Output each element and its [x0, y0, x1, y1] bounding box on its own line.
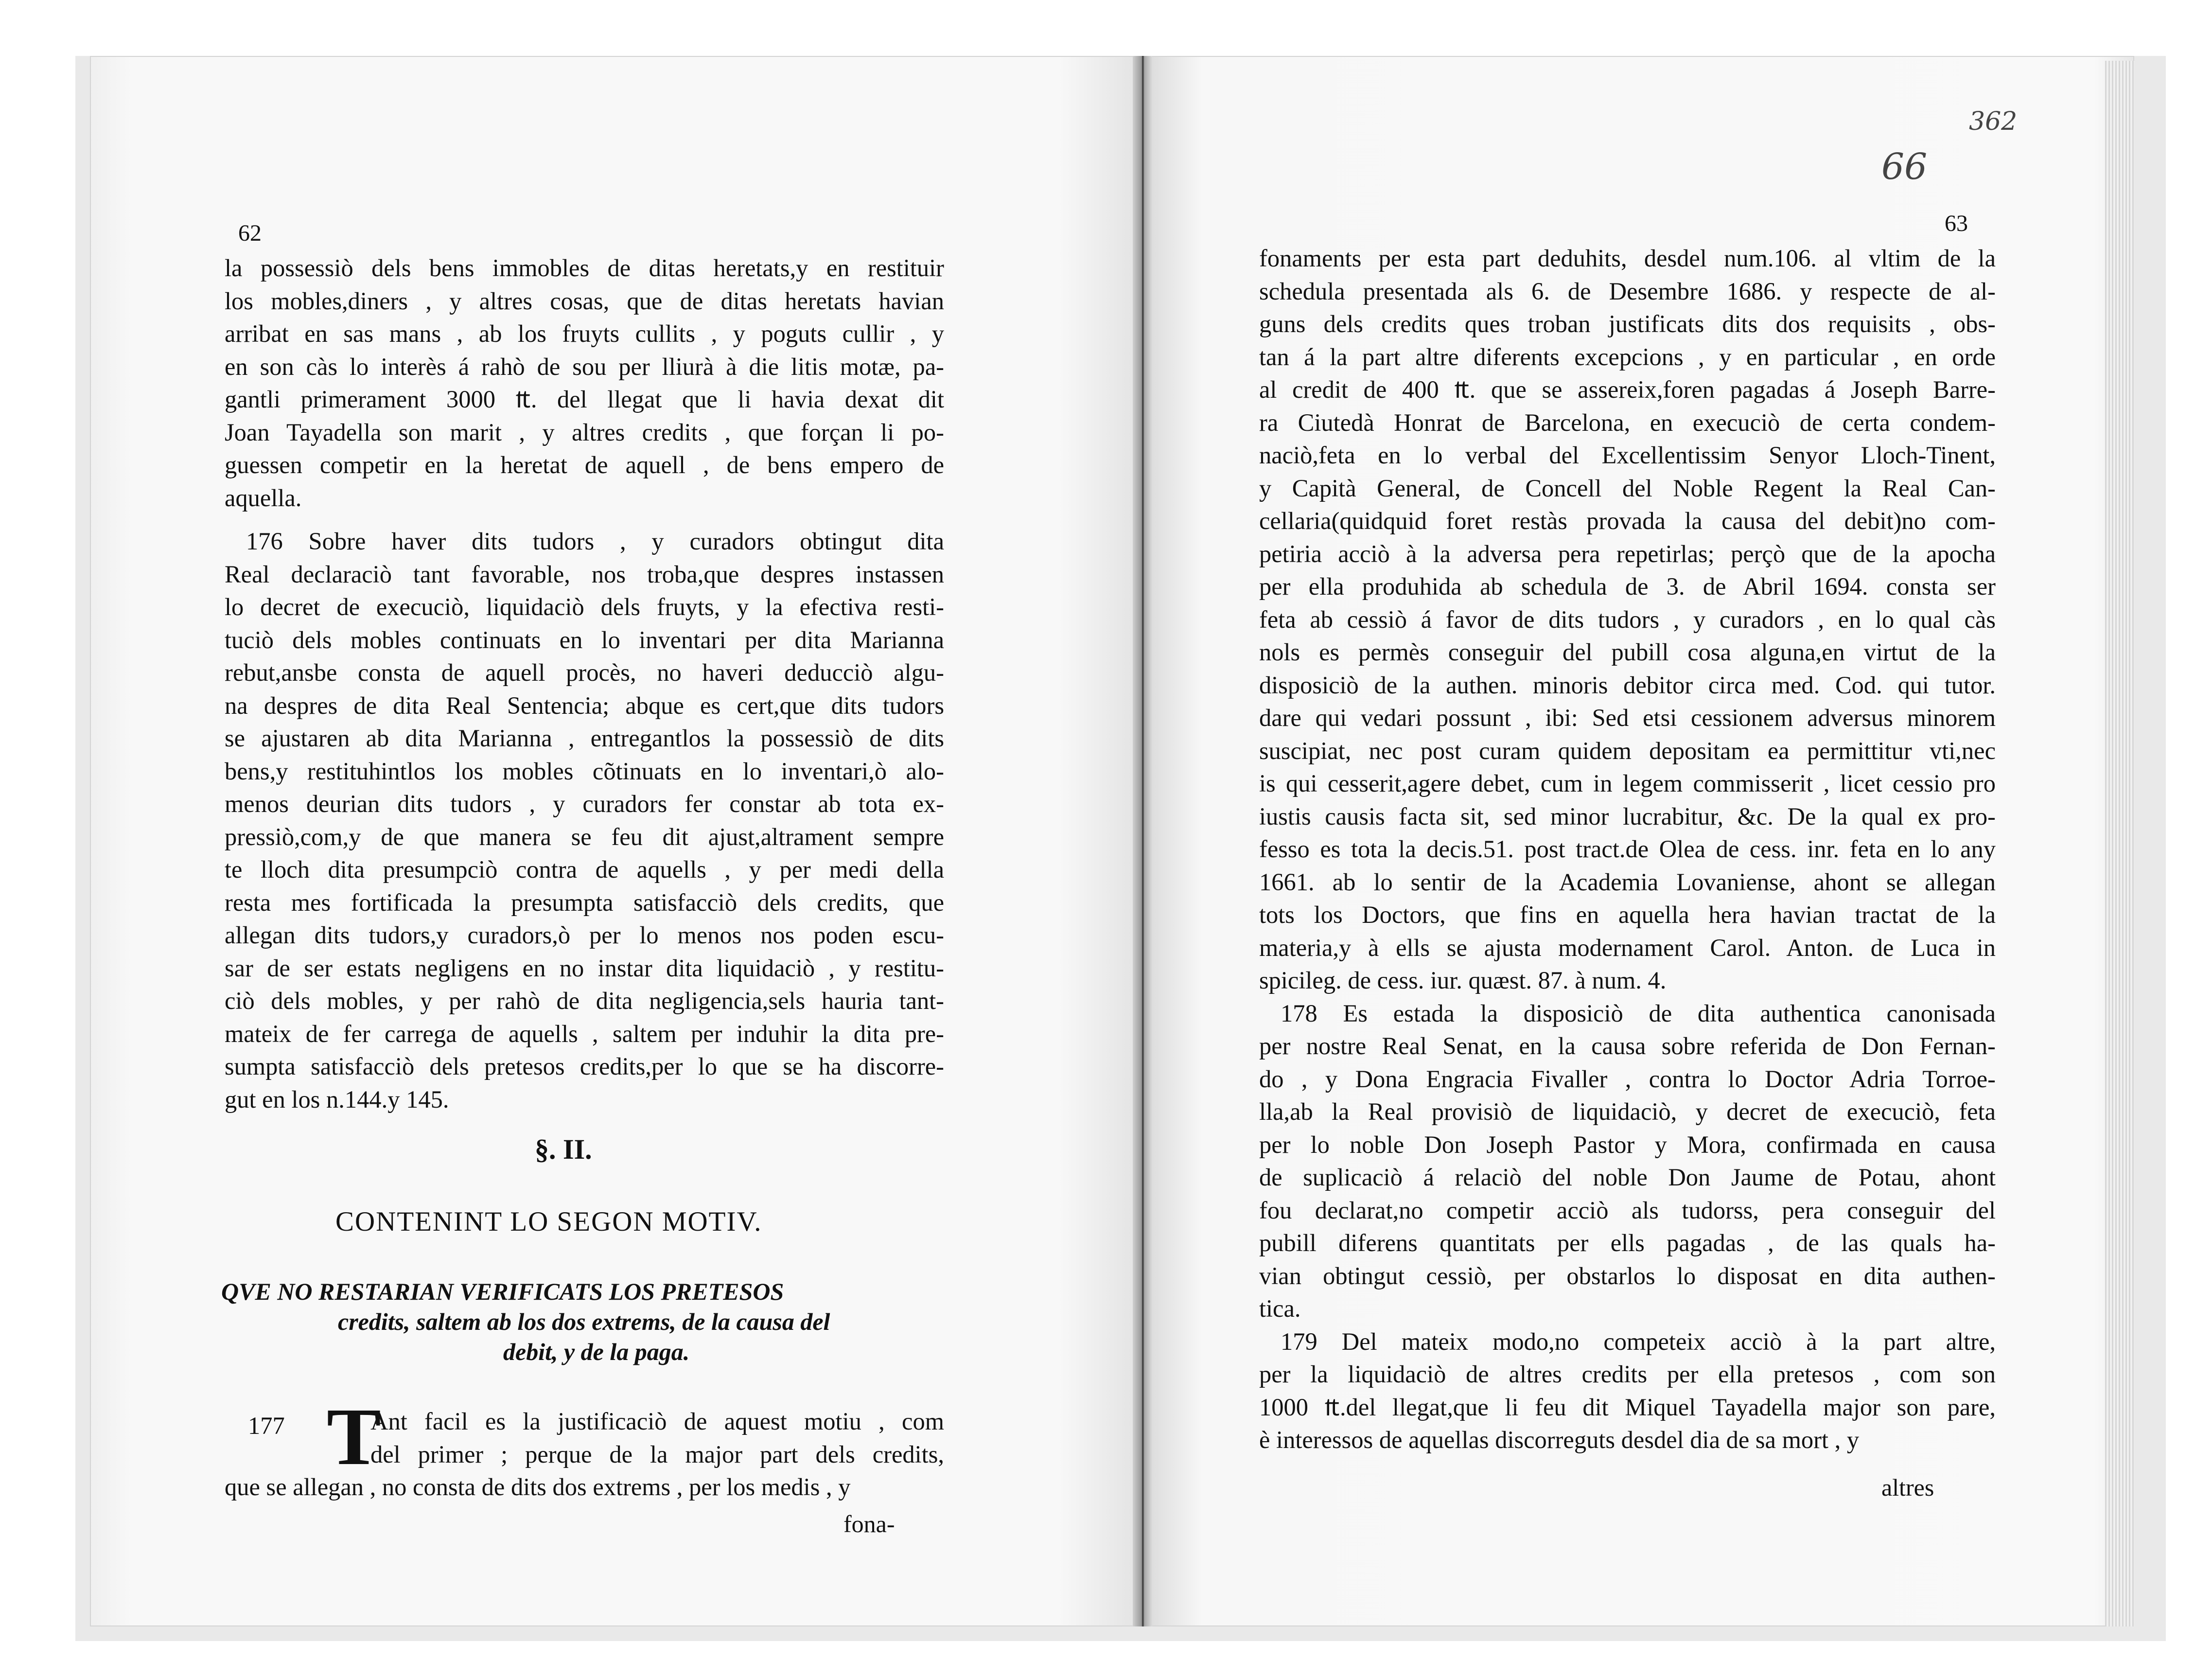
text-line: rebut,ansbe consta de aquell procès, no haveri deducciò algu-: [225, 659, 944, 686]
para-177-number: 177: [248, 1412, 285, 1439]
subheading-line: QVE NO RESTARIAN VERIFICATS LOS PRETESOS: [221, 1278, 784, 1305]
text-line: lo decret de execuciò, liquidaciò dels fruyts, y la efectiva resti-: [225, 593, 944, 620]
text-line: disposiciò de la authen. minoris debitor circa med. Cod. qui tutor.: [1259, 671, 1996, 699]
text-line: schedula presentada als 6. de Desembre 1686. y respecte de al-: [1259, 277, 1996, 305]
text-line: tots los Doctors, que fins en aquella hera havian tractat de la: [1259, 901, 1996, 928]
text-line: per nostre Real Senat, en la causa sobre referida de Don Fernan-: [1259, 1032, 1996, 1060]
subheading-line: credits, saltem ab los dos extrems, de la causa del: [338, 1308, 830, 1335]
text-line: dare qui vedari possunt , ibi: Sed etsi cessionem adversus minorem: [1259, 704, 1996, 731]
text-line: gantli primerament 3000 ₶. del llegat que li havia dexat dit: [225, 386, 944, 413]
page-edges: [2105, 61, 2134, 1626]
corner-folio-number: 362: [1969, 107, 2018, 136]
text-line: spicileg. de cess. iur. quæst. 87. à num. 4.: [1259, 967, 1667, 994]
subheading-line: debit, y de la paga.: [503, 1338, 690, 1365]
section-subheading: [221, 1276, 946, 1367]
text-line: fonaments per esta part deduhits, desdel num.106. al vltim de la: [1259, 245, 1996, 272]
paragraph-176: [225, 525, 944, 1116]
text-line: y Capità General, de Concell del Noble Regent la Real Can-: [1259, 474, 1996, 502]
text-line: per la liquidaciò de altres credits per ella pretesos , com son: [1259, 1360, 1996, 1388]
text-line: suscipiat, nec post curam quidem depositam ea permittitur vti,nec: [1259, 737, 1996, 764]
text-line: gut en los n.144.y 145.: [225, 1085, 449, 1113]
text-line: los mobles,diners , y altres cosas, que de ditas heretats havian: [225, 287, 944, 315]
text-line: se ajustaren ab dita Marianna , entregantlos la possessiò de dits: [225, 724, 944, 752]
text-line: naciò,feta en lo verbal del Excellentissim Senyor Lloch-Tinent,: [1259, 442, 1996, 469]
text-line: per lo noble Don Joseph Pastor y Mora, confirmada en causa: [1259, 1130, 1996, 1158]
text-line: guns dels credits ques troban justificats dits dos requisits , obs-: [1259, 310, 1996, 337]
text-line: resta mes fortificada la presumpta satisfacciò dels credits, que: [225, 888, 944, 916]
text-line: lla,ab la Real provisiò de liquidaciò, y decret de execuciò, feta: [1259, 1098, 1996, 1125]
section-mark: §. II.: [535, 1133, 592, 1165]
drop-cap: T: [327, 1392, 382, 1482]
text-line: arribat en sas mans , ab los fruyts cullits , y poguts cullir , y: [225, 320, 944, 347]
text-line: nols es permès conseguir del pubill cosa alguna,en virtut de la: [1259, 638, 1996, 666]
text-line: 176 Sobre haver dits tudors , y curadors obtingut dita: [246, 528, 944, 555]
right-catchword: altres: [1881, 1474, 1934, 1501]
text-line: pubill diferens quantitats per ells pagadas , de las quals ha-: [1259, 1229, 1996, 1256]
text-line: per ella produhida ab schedula de 3. de Abril 1694. consta ser: [1259, 573, 1996, 600]
text-line: petiria acciò à la adversa pera repetirlas; perçò que de la apocha: [1259, 540, 1996, 567]
text-line: fou declarat,no competir acciò als tudorss, pera conseguir del: [1259, 1196, 1996, 1224]
text-line: pressiò,com,y de que manera se feu dit ajust,altrament sempre: [225, 823, 944, 850]
text-line: que se allegan , no consta de dits dos extrems , per los medis , y: [225, 1473, 851, 1501]
text-line: sumpta satisfacciò dels pretesos credits,per lo que se ha discorre-: [225, 1053, 944, 1080]
text-line: 1661. ab lo sentir de la Academia Lovaniense, ahont se allegan: [1259, 868, 1996, 896]
text-line: do , y Dona Engracia Fivaller , contra lo Doctor Adria Torroe-: [1259, 1065, 1996, 1093]
text-line: guessen competir en la heretat de aquell , de bens empero de: [225, 451, 944, 478]
text-line: na despres de dita Real Sentencia; abque es cert,que dits tudors: [225, 691, 944, 719]
text-line: 178 Es estada la disposiciò de dita authentica canonisada: [1281, 999, 1996, 1027]
text-line: ra Ciutedà Honrat de Barcelona, en execuciò de certa condem-: [1259, 408, 1996, 436]
text-line: del primer ; perque de la major part dels credits,: [370, 1440, 944, 1468]
text-line: fesso es tota la decis.51. post tract.de Olea de cess. inr. feta en lo any: [1259, 835, 1996, 863]
paragraph-177: [225, 1405, 944, 1504]
left-catchword: fona-: [843, 1510, 895, 1537]
handwritten-folio-number: 66: [1881, 146, 1928, 188]
text-line: allegan dits tudors,y curadors,ò per lo menos nos poden escu-: [225, 921, 944, 949]
text-line: Joan Tayadella son marit , y altres credits , que forçan li po-: [225, 418, 944, 446]
text-line: bens,y restituhintlos los mobles cõtinuats en lo inventari,ò alo-: [225, 757, 944, 785]
text-line: al credit de 400 ₶. que se assereix,foren pagadas á Joseph Barre-: [1259, 376, 1996, 403]
text-line: aquella.: [225, 484, 302, 512]
text-line: tan á la part altre diferents excepcions , y en particular , en orde: [1259, 343, 1996, 371]
text-line: is qui cesserit,agere debet, cum in legem commisserit , licet cessio pro: [1259, 770, 1996, 797]
text-line: ciò dels mobles, y per rahò de dita negligencia,sels hauria tant-: [225, 987, 944, 1014]
text-line: tica.: [1259, 1295, 1301, 1322]
text-line: Ant facil es la justificaciò de aquest motiu , com: [370, 1408, 944, 1435]
text-line: feta ab cessiò á favor de dits tudors , y curadors , en lo qual càs: [1259, 605, 1996, 633]
text-line: è interessos de aquellas discorreguts desdel dia de sa mort , y: [1259, 1426, 1860, 1453]
text-line: materia,y à ells se ajusta modernament Carol. Anton. de Luca in: [1259, 934, 1996, 961]
text-line: iustis causis facta sit, sed minor lucrabitur, &c. De la qual ex pro-: [1259, 802, 1996, 830]
text-line: Real declaraciò tant favorable, nos troba,que despres instassen: [225, 560, 944, 588]
section-heading: CONTENINT LO SEGON MOTIV.: [335, 1206, 762, 1237]
left-top-text: [225, 252, 944, 514]
text-line: te lloch dita presumpciò contra de aquells , y per medi della: [225, 856, 944, 883]
text-line: sar de ser estats negligens en no instar dita liquidaciò , y restitu-: [225, 954, 944, 982]
right-page-text: [1259, 242, 1996, 1457]
text-line: vian obtingut cessiò, per obstarlos lo disposat en dita authen-: [1259, 1262, 1996, 1289]
text-line: de suplicaciò á relaciò del noble Don Jaume de Potau, ahont: [1259, 1164, 1996, 1191]
text-line: cellaria(quidquid foret restàs provada la causa del debit)no com-: [1259, 507, 1996, 534]
text-line: 1000 ₶.del llegat,que li feu dit Miquel Tayadella major son pare,: [1259, 1393, 1996, 1421]
text-line: menos deurian dits tudors , y curadors fer constar ab tota ex-: [225, 790, 944, 817]
text-line: en son càs lo interès á rahò de sou per lliurà à die litis motæ, pa-: [225, 353, 944, 380]
right-page-number: 63: [1945, 211, 1968, 236]
left-page-number: 62: [238, 220, 262, 246]
text-line: la possessiò dels bens immobles de ditas heretats,y en restituir: [225, 254, 944, 282]
text-line: 179 Del mateix modo,no competeix acciò à la part altre,: [1281, 1327, 1996, 1355]
text-line: mateix de fer carrega de aquells , saltem per induhir la dita pre-: [225, 1020, 944, 1047]
text-line: tuciò dels mobles continuats en lo inventari per dita Marianna: [225, 626, 944, 654]
book-gutter: [1133, 56, 1152, 1626]
